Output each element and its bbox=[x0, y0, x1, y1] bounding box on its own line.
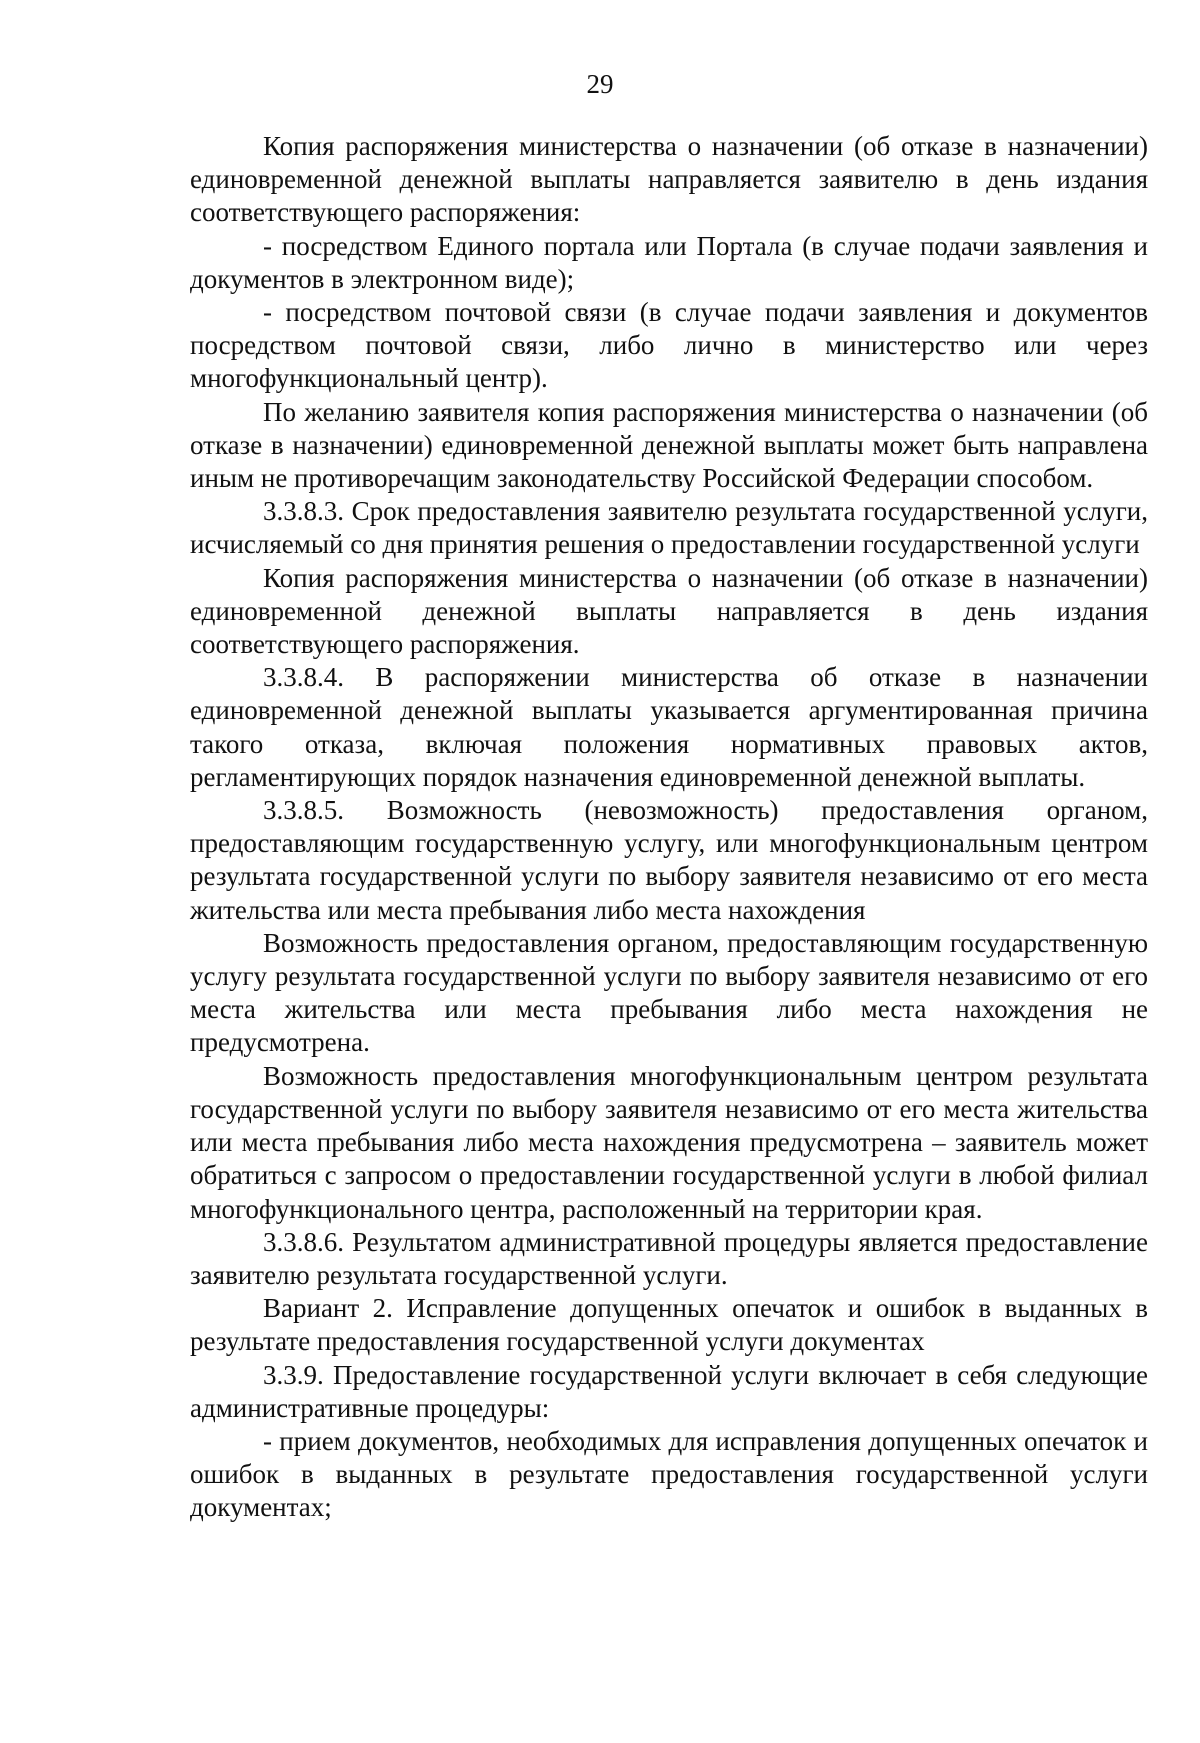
paragraph-3-3-9: 3.3.9. Предоставление государственной услуги включает в себя следующие административные процедуры: bbox=[190, 1359, 1148, 1423]
paragraph-3-3-8-4: 3.3.8.4. В распоряжении министерства об отказе в назначении единовременной денежной выплаты указывается аргументированная причина такого отказа, включая положения нормативных правовых актов, регламентирующих порядок назначения единовременной денежной выплаты. bbox=[190, 662, 1148, 792]
paragraph-3-3-8-5: 3.3.8.5. Возможность (невозможность) предоставления органом, предоставляющим государственную услугу, или многофункциональным центром результата государственной услуги по выбору заявителя независимо от его места жительства или места пребывания либо места нахождения bbox=[190, 795, 1148, 925]
paragraph-copy-on-issue-day: Копия распоряжения министерства о назначении (об отказе в назначении) единовременной денежной выплаты направляется в день издания соответствующего распоряжения. bbox=[190, 562, 1148, 660]
paragraph-applicant-wish: По желанию заявителя копия распоряжения министерства о назначении (об отказе в назначении) единовременной денежной выплаты может быть направлена иным не противоречащим законодательству Российской Федерации способом. bbox=[190, 396, 1148, 494]
paragraph-via-portal: - посредством Единого портала или Портала (в случае подачи заявления и документов в электронном виде); bbox=[190, 230, 1148, 294]
paragraph-variant-2: Вариант 2. Исправление допущенных опечаток и ошибок в выданных в результате предоставления государственной услуги документах bbox=[190, 1293, 1148, 1357]
document-body bbox=[190, 130, 1148, 1525]
paragraph-copy-sent: Копия распоряжения министерства о назначении (об отказе в назначении) единовременной денежной выплаты направляется заявителю в день издания соответствующего распоряжения: bbox=[190, 131, 1148, 228]
paragraph-3-3-8-3: 3.3.8.3. Срок предоставления заявителю результата государственной услуги, исчисляемый со дня принятия решения о предоставлении государственной услуги bbox=[190, 496, 1148, 560]
paragraph-via-post: - посредством почтовой связи (в случае подачи заявления и документов посредством почтовой связи, либо лично в министерство или через многофункциональный центр). bbox=[190, 297, 1148, 394]
paragraph-3-3-8-6: 3.3.8.6. Результатом административной процедуры является предоставление заявителю результата государственной услуги. bbox=[190, 1226, 1148, 1290]
paragraph-organ-not-provided: Возможность предоставления органом, предоставляющим государственную услугу результата государственной услуги по выбору заявителя независимо от его места жительства или места пребывания либо места нахождения не предусмотрена. bbox=[190, 927, 1148, 1058]
paragraph-mfc-provided: Возможность предоставления многофункциональным центром результата государственной услуги по выбору заявителя независимо от его места жительства или места пребывания либо места нахождения предусмотрена – заявитель может обратиться с запросом о предоставлении государственной услуги в любой филиал многофункционального центра, расположенный на территории края. bbox=[190, 1060, 1148, 1224]
page-number: 29 bbox=[586, 69, 614, 99]
paragraph-document-intake: - прием документов, необходимых для исправления допущенных опечаток и ошибок в выданных в результате предоставления государственной услуги документах; bbox=[190, 1425, 1148, 1523]
